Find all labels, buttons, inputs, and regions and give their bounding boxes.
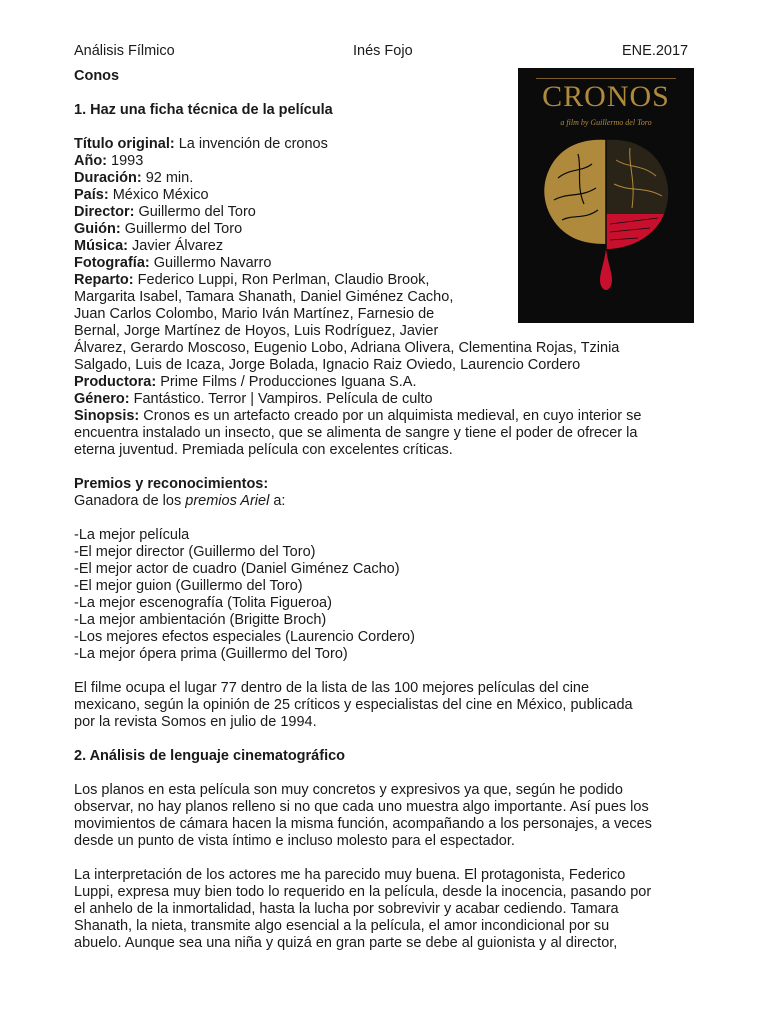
reparto-line: Juan Carlos Colombo, Mario Iván Martínez, Farnesio de — [74, 306, 435, 322]
ficha-label: Guión: — [74, 221, 121, 237]
productora-line — [74, 374, 714, 391]
premios-heading: Premios y reconocimientos: — [74, 476, 269, 492]
ficha-ano — [74, 153, 714, 170]
premio-item: -El mejor guion (Guillermo del Toro) — [74, 578, 303, 594]
premio-item: -La mejor escenografía (Tolita Figueroa) — [74, 595, 332, 611]
poster-title: CRONOS — [542, 80, 670, 113]
ficha-label: Fotografía: — [74, 255, 150, 271]
paragraph-1-line: movimientos de cámara hacen la misma función, acompañando a los personajes, a veces — [74, 816, 652, 832]
ficha-fotografia — [74, 255, 714, 272]
header-center: Inés Fojo — [353, 43, 413, 59]
reparto-label: Reparto: — [74, 272, 134, 288]
ranking-line: El filme ocupa el lugar 77 dentro de la lista de las 100 mejores películas del cine — [74, 680, 590, 696]
ficha-value: Guillermo del Toro — [120, 221, 243, 237]
sinopsis-line: encuentra instalado un insecto, que se alimenta de sangre y tiene el poder de ofrecer la — [74, 425, 638, 441]
ficha-value: Guillermo del Toro — [134, 204, 256, 220]
ficha-value: 92 min. — [141, 170, 194, 186]
ranking-line: mexicano, según la opinión de 25 críticos y especialistas del cine en México, publicada — [74, 697, 633, 713]
premios-intro-before: Ganadora de los — [74, 493, 186, 509]
paragraph-2-line: La interpretación de los actores me ha parecido muy buena. El protagonista, Federico — [74, 867, 626, 883]
ficha-value: La invención de cronos — [174, 136, 328, 152]
genero-label: Género: — [74, 391, 130, 407]
sinopsis-text: Cronos es un artefacto creado por un alquimista medieval, en cuyo interior se — [139, 408, 642, 424]
premio-item: -La mejor ambientación (Brigitte Broch) — [74, 612, 327, 628]
paragraph-2-line: Luppi, expresa muy bien todo lo requerido en la película, desde la inocencia, pasando por — [74, 884, 652, 900]
ficha-value: Guillermo Navarro — [149, 255, 272, 271]
reparto-line — [74, 272, 714, 289]
sinopsis-line — [74, 408, 714, 425]
ficha-label: Música: — [74, 238, 128, 254]
premios-intro — [74, 493, 714, 510]
productora-value: Prime Films / Producciones Iguana S.A. — [156, 374, 417, 390]
document-body — [74, 68, 714, 952]
genero-line — [74, 391, 714, 408]
poster-subtitle: a film by Guillermo del Toro — [560, 118, 652, 127]
ficha-value: 1993 — [107, 153, 144, 169]
paragraph-2-line: Shanath, la nieta, transmite algo esencial a la película, el amor incondicional por su — [74, 918, 610, 934]
ficha-value: México México — [108, 187, 209, 203]
reparto-line: Salgado, Luis de Icaza, Jorge Bolada, Ignacio Raiz Oviedo, Laurencio Cordero — [74, 357, 581, 373]
ficha-value: Javier Álvarez — [128, 238, 224, 254]
header-right: ENE.2017 — [622, 43, 689, 59]
section-1-heading: 1. Haz una ficha técnica de la película — [74, 102, 333, 118]
premio-item: -El mejor director (Guillermo del Toro) — [74, 544, 316, 560]
reparto-line: Álvarez, Gerardo Moscoso, Eugenio Lobo, Adriana Olivera, Clementina Rojas, Tzinia — [74, 340, 620, 356]
sinopsis-label: Sinopsis: — [74, 408, 140, 424]
ficha-label: Año: — [74, 153, 108, 169]
paragraph-1-line: Los planos en esta película son muy concretos y expresivos ya que, según he podido — [74, 782, 623, 798]
ranking-line: por la revista Somos en julio de 1994. — [74, 714, 317, 730]
sinopsis-line: eterna juventud. Premiada película con excelentes críticas. — [74, 442, 453, 458]
productora-label: Productora: — [74, 374, 157, 390]
ficha-pais — [74, 187, 714, 204]
premios-intro-italic: premios Ariel — [185, 493, 270, 509]
reparto-text: Federico Luppi, Ron Perlman, Claudio Brook, — [133, 272, 430, 288]
paragraph-1-line: observar, no hay planos relleno si no que cada uno muestra algo importante. Así pues los — [74, 799, 649, 815]
genero-value: Fantástico. Terror | Vampiros. Película de culto — [129, 391, 433, 407]
premio-item: -El mejor actor de cuadro (Daniel Giménez Cacho) — [74, 561, 400, 577]
ficha-label: Título original: — [74, 136, 175, 152]
document-title: Conos — [74, 68, 120, 84]
ficha-titulo — [74, 136, 714, 153]
reparto-line: Bernal, Jorge Martínez de Hoyos, Luis Rodríguez, Javier — [74, 323, 439, 339]
ficha-label: País: — [74, 187, 109, 203]
premios-intro-after: a: — [269, 493, 286, 509]
paragraph-2-line: abuelo. Aunque sea una niña y quizá en gran parte se debe al guionista y al director, — [74, 935, 618, 951]
premio-item: -La mejor película — [74, 527, 190, 543]
ficha-label: Director: — [74, 204, 135, 220]
ficha-guion — [74, 221, 714, 238]
ficha-duracion — [74, 170, 714, 187]
ficha-director — [74, 204, 714, 221]
section-2-heading: 2. Análisis de lenguaje cinematográfico — [74, 748, 346, 764]
ficha-musica — [74, 238, 714, 255]
reparto-line: Margarita Isabel, Tamara Shanath, Daniel Giménez Cacho, — [74, 289, 454, 305]
paragraph-1-line: desde un punto de vista íntimo e incluso molesto para el espectador. — [74, 833, 515, 849]
premio-item: -Los mejores efectos especiales (Laurencio Cordero) — [74, 629, 415, 645]
paragraph-2-line: el anhelo de la inmortalidad, hasta la lucha por sobrevivir y acabar cediendo. Tamara — [74, 901, 619, 917]
ficha-label: Duración: — [74, 170, 142, 186]
premio-item: -La mejor ópera prima (Guillermo del Toro) — [74, 646, 348, 662]
header-left: Análisis Fílmico — [74, 43, 175, 59]
